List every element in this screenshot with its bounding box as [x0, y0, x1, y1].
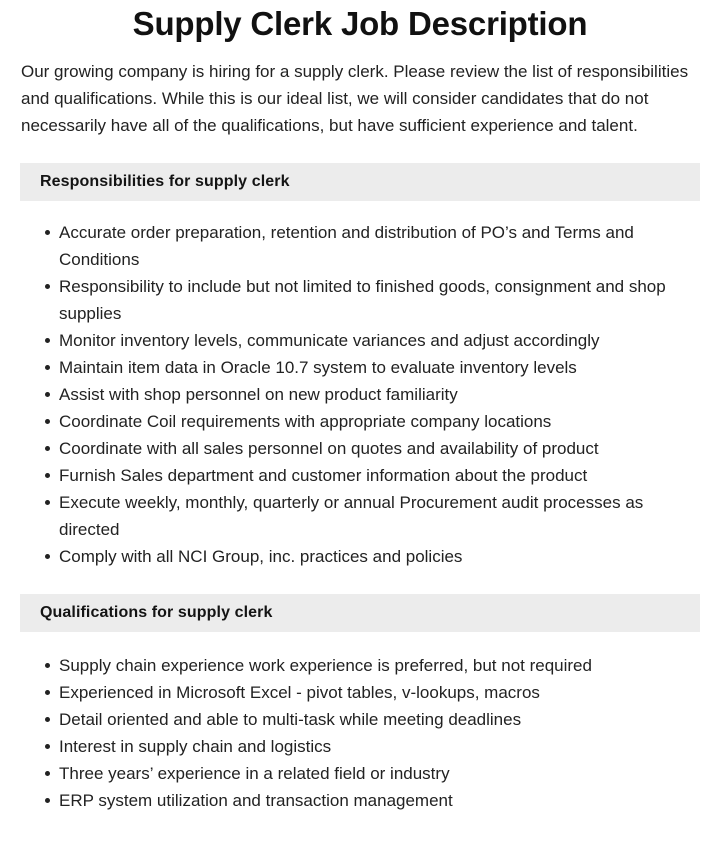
- list-item: Coordinate with all sales personnel on quotes and availability of product: [21, 435, 700, 462]
- list-item: Experienced in Microsoft Excel - pivot tables, v-lookups, macros: [21, 679, 700, 706]
- section-header-label: Responsibilities for supply clerk: [40, 173, 290, 190]
- qualifications-list: [0, 632, 720, 814]
- section-header-qualifications: [20, 594, 700, 632]
- list-item: Accurate order preparation, retention and distribution of PO’s and Terms and Conditions: [21, 219, 700, 273]
- list-item: Interest in supply chain and logistics: [21, 733, 700, 760]
- list-item: Supply chain experience work experience is preferred, but not required: [21, 652, 700, 679]
- responsibilities-list: [0, 201, 720, 570]
- section-header-responsibilities: [20, 163, 700, 201]
- list-item: Assist with shop personnel on new product familiarity: [21, 381, 700, 408]
- section-qualifications: [0, 594, 720, 814]
- list-item: Comply with all NCI Group, inc. practices and policies: [21, 543, 700, 570]
- list-item: Maintain item data in Oracle 10.7 system to evaluate inventory levels: [21, 354, 700, 381]
- list-item: Three years’ experience in a related field or industry: [21, 760, 700, 787]
- section-header-label: Qualifications for supply clerk: [40, 604, 273, 621]
- list-item: Detail oriented and able to multi-task while meeting deadlines: [21, 706, 700, 733]
- section-responsibilities: [0, 163, 720, 570]
- list-item: Responsibility to include but not limited to finished goods, consignment and shop supplies: [21, 273, 700, 327]
- intro-paragraph: Our growing company is hiring for a supply clerk. Please review the list of responsibilities and qualifications. While this is our ideal list, we will consider candidates that do not necessarily have all of the qualifications, but have sufficient experience and talent.: [21, 62, 689, 135]
- list-item: ERP system utilization and transaction management: [21, 787, 700, 814]
- page-title: Supply Clerk Job Description: [132, 5, 588, 42]
- list-item: Monitor inventory levels, communicate variances and adjust accordingly: [21, 327, 700, 354]
- list-item: Coordinate Coil requirements with appropriate company locations: [21, 408, 700, 435]
- list-item: Execute weekly, monthly, quarterly or annual Procurement audit processes as directed: [21, 489, 700, 543]
- list-item: Furnish Sales department and customer information about the product: [21, 462, 700, 489]
